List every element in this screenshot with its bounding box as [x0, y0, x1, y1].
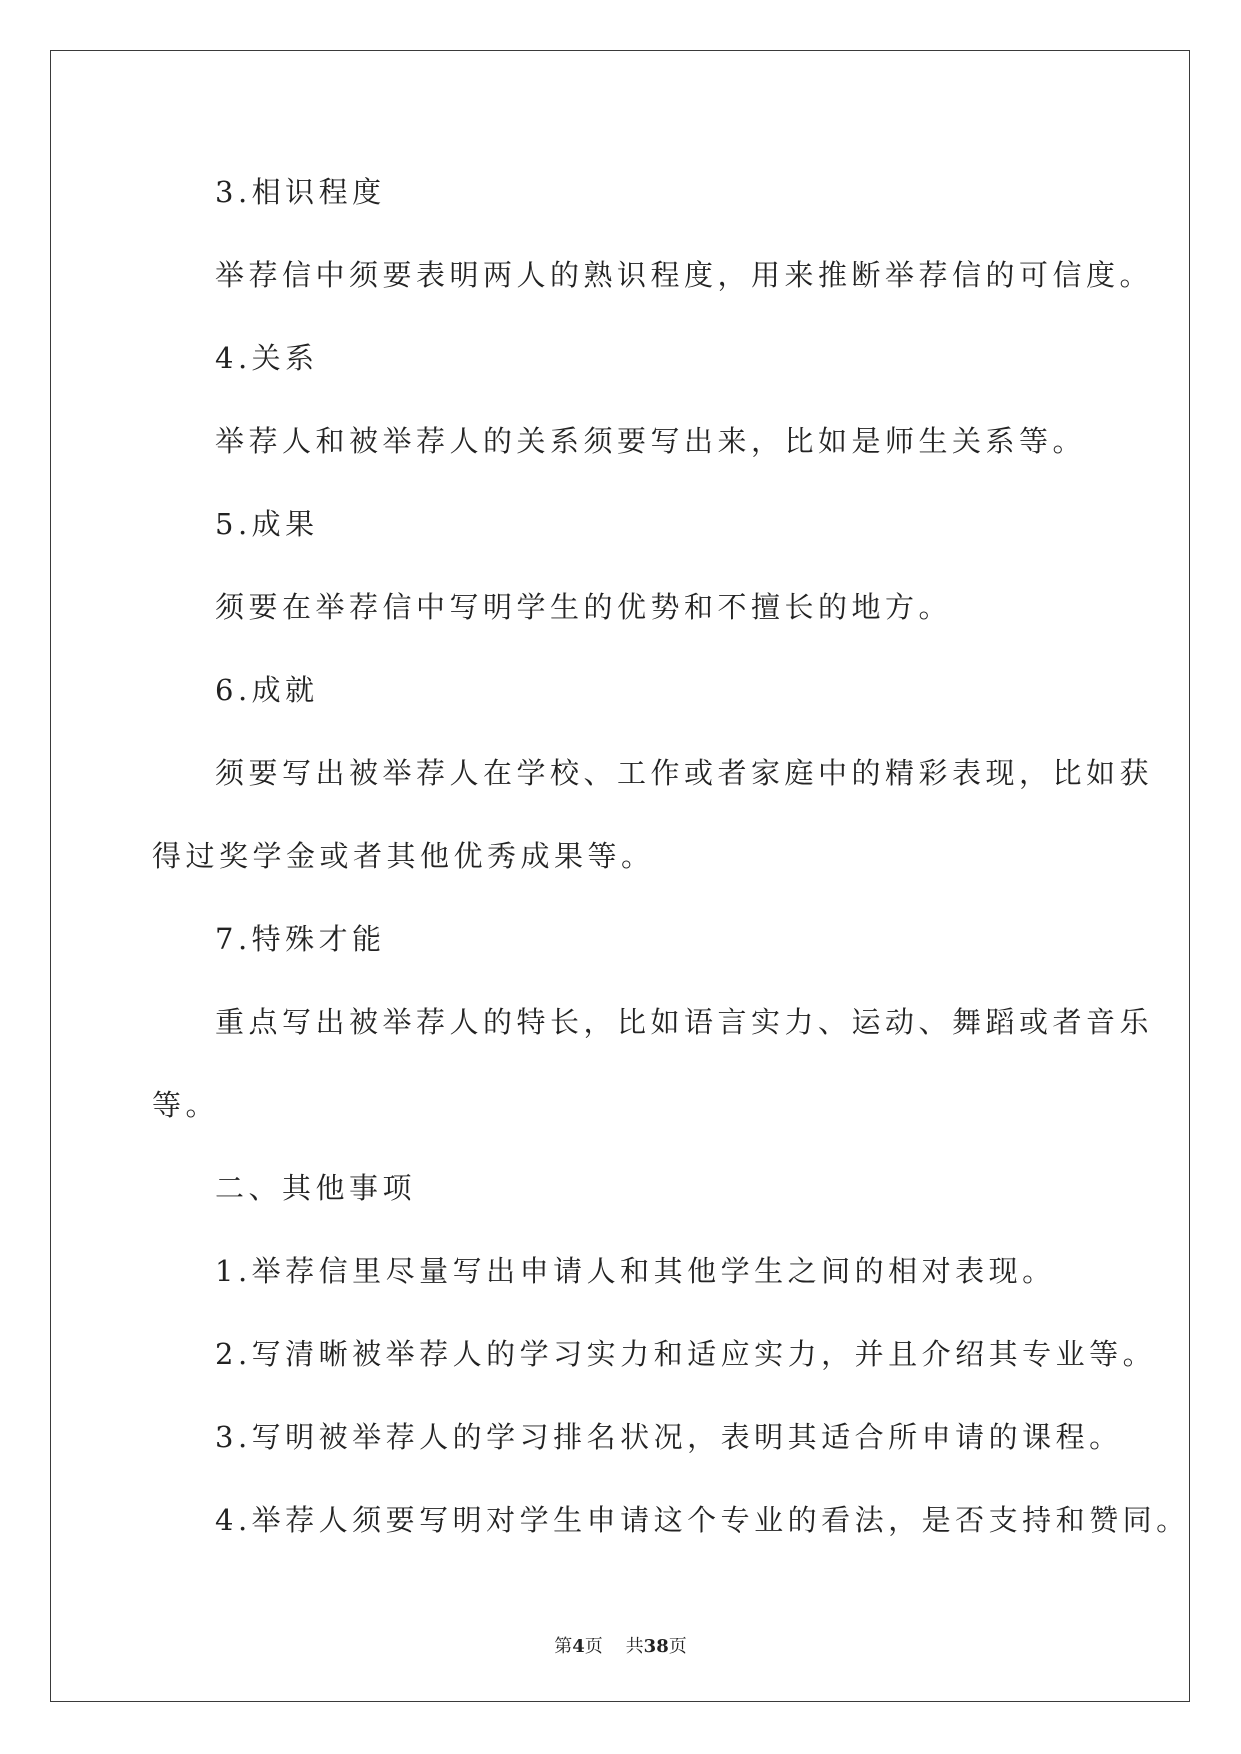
list-item-3: 3.写明被举荐人的学习排名状况，表明其适合所申请的课程。 [215, 1420, 1123, 1454]
footer-total-pages: 38 [643, 1636, 669, 1657]
heading-acquaintance: 3.相识程度 [215, 175, 386, 209]
paragraph-talents-line2: 等。 [152, 1088, 220, 1122]
heading-other-matters: 二、其他事项 [215, 1171, 417, 1205]
paragraph-talents-line1: 重点写出被举荐人的特长，比如语言实力、运动、舞蹈或者音乐 [215, 1005, 1154, 1039]
footer-page-suffix: 页 [584, 1636, 603, 1657]
footer-prefix: 第 [554, 1636, 573, 1657]
page-footer [0, 1632, 1241, 1658]
list-item-1: 1.举荐信里尽量写出申请人和其他学生之间的相对表现。 [215, 1254, 1056, 1288]
paragraph-achievements-line1: 须要写出被举荐人在学校、工作或者家庭中的精彩表现，比如获 [215, 756, 1154, 790]
paragraph-results: 须要在举荐信中写明学生的优势和不擅长的地方。 [215, 590, 953, 624]
footer-total-suffix: 页 [668, 1636, 687, 1657]
paragraph-acquaintance: 举荐信中须要表明两人的熟识程度，用来推断举荐信的可信度。 [215, 258, 1154, 292]
heading-talents: 7.特殊才能 [215, 922, 386, 956]
paragraph-achievements-line2: 得过奖学金或者其他优秀成果等。 [152, 839, 655, 873]
footer-total-prefix: 共 [625, 1636, 644, 1657]
paragraph-relationship: 举荐人和被举荐人的关系须要写出来，比如是师生关系等。 [215, 424, 1087, 458]
heading-results: 5.成果 [215, 507, 319, 541]
heading-achievements: 6.成就 [215, 673, 319, 707]
footer-page-number: 4 [572, 1636, 585, 1657]
heading-relationship: 4.关系 [215, 341, 319, 375]
list-item-2: 2.写清晰被举荐人的学习实力和适应实力，并且介绍其专业等。 [215, 1337, 1157, 1371]
list-item-4: 4.举荐人须要写明对学生申请这个专业的看法，是否支持和赞同。 [215, 1503, 1190, 1537]
